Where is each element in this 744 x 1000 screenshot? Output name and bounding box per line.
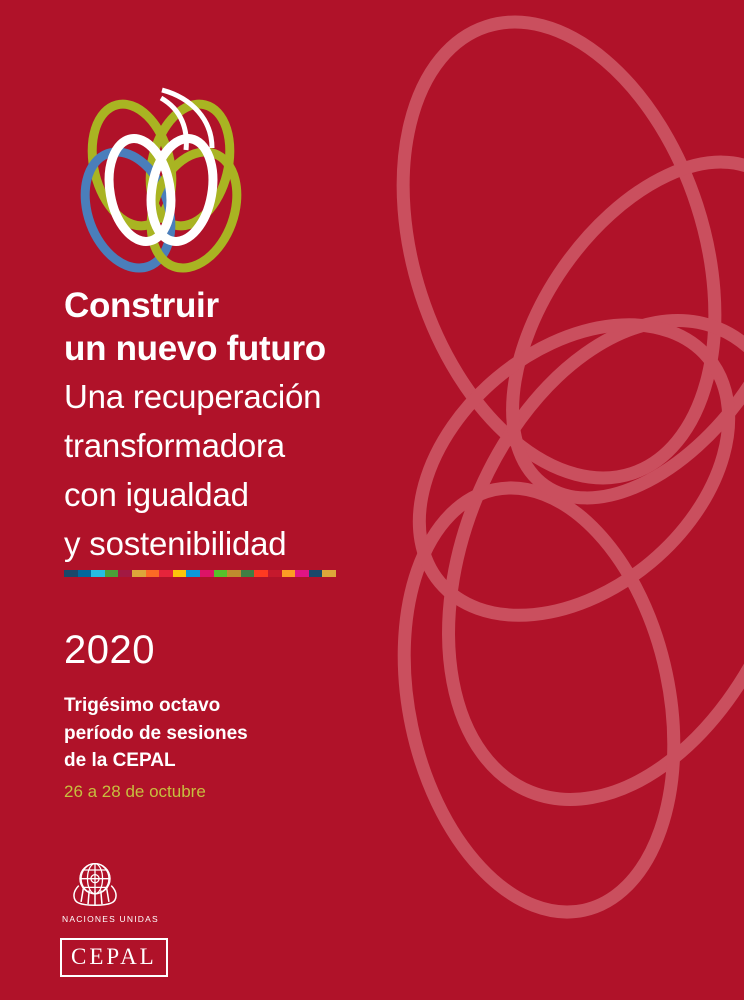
sdg-color-segment bbox=[91, 570, 105, 577]
cepal-wordmark-text: CEPAL bbox=[71, 944, 157, 969]
sdg-color-segment bbox=[78, 570, 92, 577]
united-nations-block bbox=[58, 852, 258, 977]
sdg-color-segment bbox=[214, 570, 228, 577]
sdg-color-segment bbox=[173, 570, 187, 577]
title-line-1: Construir bbox=[64, 286, 219, 325]
sdg-color-bar bbox=[64, 570, 336, 577]
subtitle-line-2: transformadora bbox=[64, 427, 285, 465]
sdg-color-segment bbox=[159, 570, 173, 577]
sdg-color-segment bbox=[64, 570, 78, 577]
un-caption: NACIONES UNIDAS bbox=[62, 914, 159, 924]
sdg-color-segment bbox=[186, 570, 200, 577]
session-dates: 26 a 28 de octubre bbox=[64, 782, 206, 801]
subtitle-line-3: con igualdad bbox=[64, 476, 249, 514]
year-label: 2020 bbox=[64, 628, 155, 672]
sdg-color-segment bbox=[132, 570, 146, 577]
subtitle-line-1: Una recuperación bbox=[64, 378, 322, 416]
session-line-3: de la CEPAL bbox=[64, 750, 176, 772]
sdg-color-segment bbox=[118, 570, 132, 577]
sdg-color-segment bbox=[241, 570, 255, 577]
sdg-color-segment bbox=[200, 570, 214, 577]
title-line-2: un nuevo futuro bbox=[64, 328, 326, 368]
cepal-butterfly-logo bbox=[62, 70, 262, 280]
sdg-color-segment bbox=[322, 570, 336, 577]
sdg-color-segment bbox=[146, 570, 160, 577]
session-line-1: Trigésimo octavo bbox=[64, 695, 221, 716]
cepal-wordmark bbox=[60, 938, 168, 977]
session-line-2: período de sesiones bbox=[64, 722, 248, 744]
sdg-color-segment bbox=[282, 570, 296, 577]
session-info bbox=[64, 692, 394, 775]
sdg-color-segment bbox=[309, 570, 323, 577]
sdg-color-segment bbox=[268, 570, 282, 577]
sdg-color-segment bbox=[227, 570, 241, 577]
sdg-color-segment bbox=[105, 570, 119, 577]
sdg-color-segment bbox=[254, 570, 268, 577]
sdg-color-segment bbox=[295, 570, 309, 577]
title-block bbox=[64, 285, 464, 566]
united-nations-emblem-icon bbox=[66, 852, 124, 910]
subtitle-line-4: y sostenibilidad bbox=[64, 525, 287, 563]
